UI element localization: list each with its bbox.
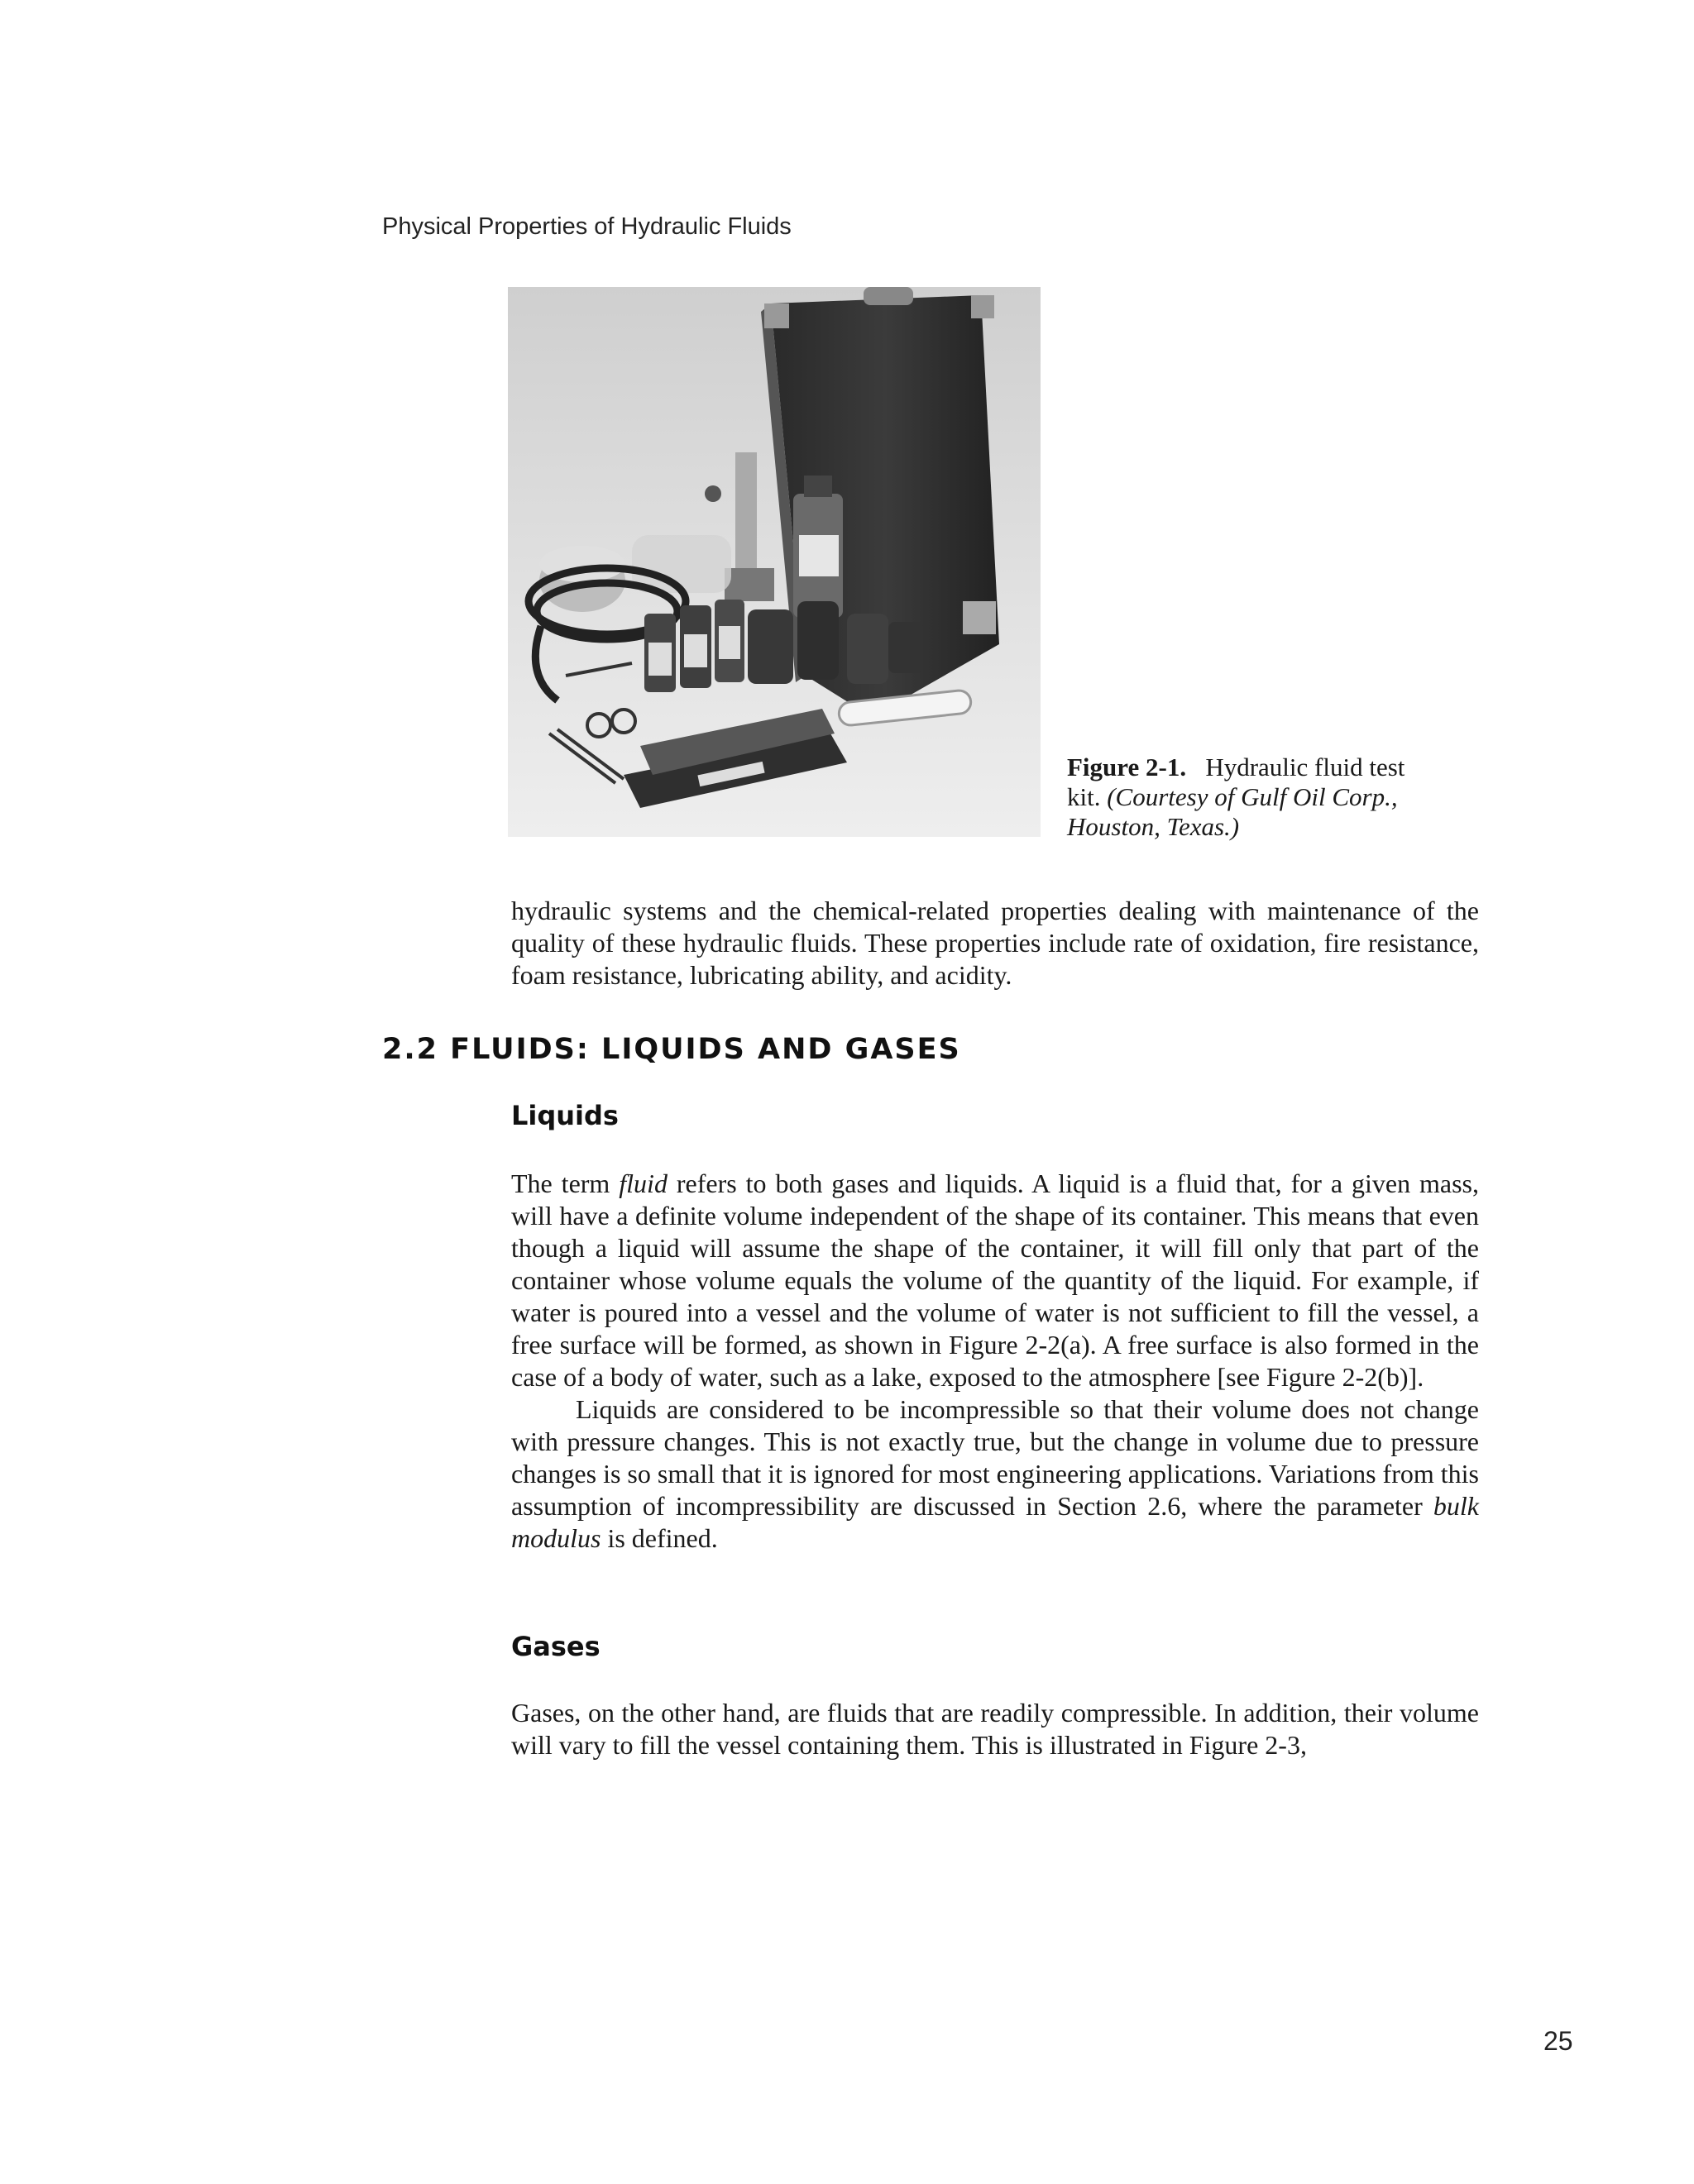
figure-photo bbox=[508, 287, 1041, 837]
liquids-paragraph-2 bbox=[511, 1393, 1479, 1555]
page-number: 25 bbox=[1543, 2026, 1573, 2056]
liquids-p2-end: is defined. bbox=[601, 1523, 718, 1553]
running-head: Physical Properties of Hydraulic Fluids bbox=[382, 213, 792, 240]
liquids-p2-start: Liquids are considered to be incompressible so that their volume does not change with pressure changes. This is not exactly true, but the change in volume due to pressure changes is so small that it is ignored for most engineering applications. Variations from this assumption of incompressibility are discussed in Section 2.6, where the parameter bbox=[511, 1394, 1479, 1521]
tall-bottle-shape bbox=[793, 476, 843, 618]
liquids-paragraph-1 bbox=[511, 1168, 1479, 1393]
figure-label: Figure 2-1. bbox=[1067, 753, 1187, 781]
test-kit-illustration bbox=[508, 287, 1041, 837]
gases-paragraph-1: Gases, on the other hand, are fluids that are readily compressible. In addition, their volume will vary to fill the vessel containing them. This is illustrated in Figure 2-3, bbox=[511, 1698, 1479, 1760]
liquids-heading: Liquids bbox=[511, 1100, 619, 1131]
liquids-p1-rest: refers to both gases and liquids. A liquid is a fluid that, for a given mass, will have a definite volume independent of the shape of its container. This means that even though a liquid will assume the shape of the container, it will fill only that part of the container whose volume equals the volume of the quantity of the liquid. For example, if water is poured into a vessel and the volume of water is not sufficient to fill the vessel, a free surface will be formed, as shown in Figure 2-2(a). A free surface is also formed in the case of a body of water, such as a lake, exposed to the atmosphere [see Figure 2-2(b)]. bbox=[511, 1168, 1480, 1392]
liquids-p1-start: The term bbox=[511, 1168, 620, 1198]
section-heading: 2.2 FLUIDS: LIQUIDS AND GASES bbox=[382, 1033, 961, 1066]
liquids-section bbox=[511, 1168, 1479, 1555]
term-fluid: fluid bbox=[619, 1168, 668, 1198]
gases-heading: Gases bbox=[511, 1631, 601, 1662]
intro-paragraph: hydraulic systems and the chemical-related properties dealing with maintenance of the quality of these hydraulic fluids. These properties include rate of oxidation, fire resistance, foam resistance, lubricating ability, and acidity. bbox=[511, 896, 1479, 990]
figure-credit: (Courtesy of Gulf Oil Corp., Houston, Texas.) bbox=[1067, 782, 1398, 841]
figure-caption-text: Hydraulic fluid test kit. bbox=[1067, 753, 1405, 811]
figure-caption bbox=[1067, 753, 1414, 842]
term-bulk-modulus: bulk modulus bbox=[511, 1491, 1479, 1553]
